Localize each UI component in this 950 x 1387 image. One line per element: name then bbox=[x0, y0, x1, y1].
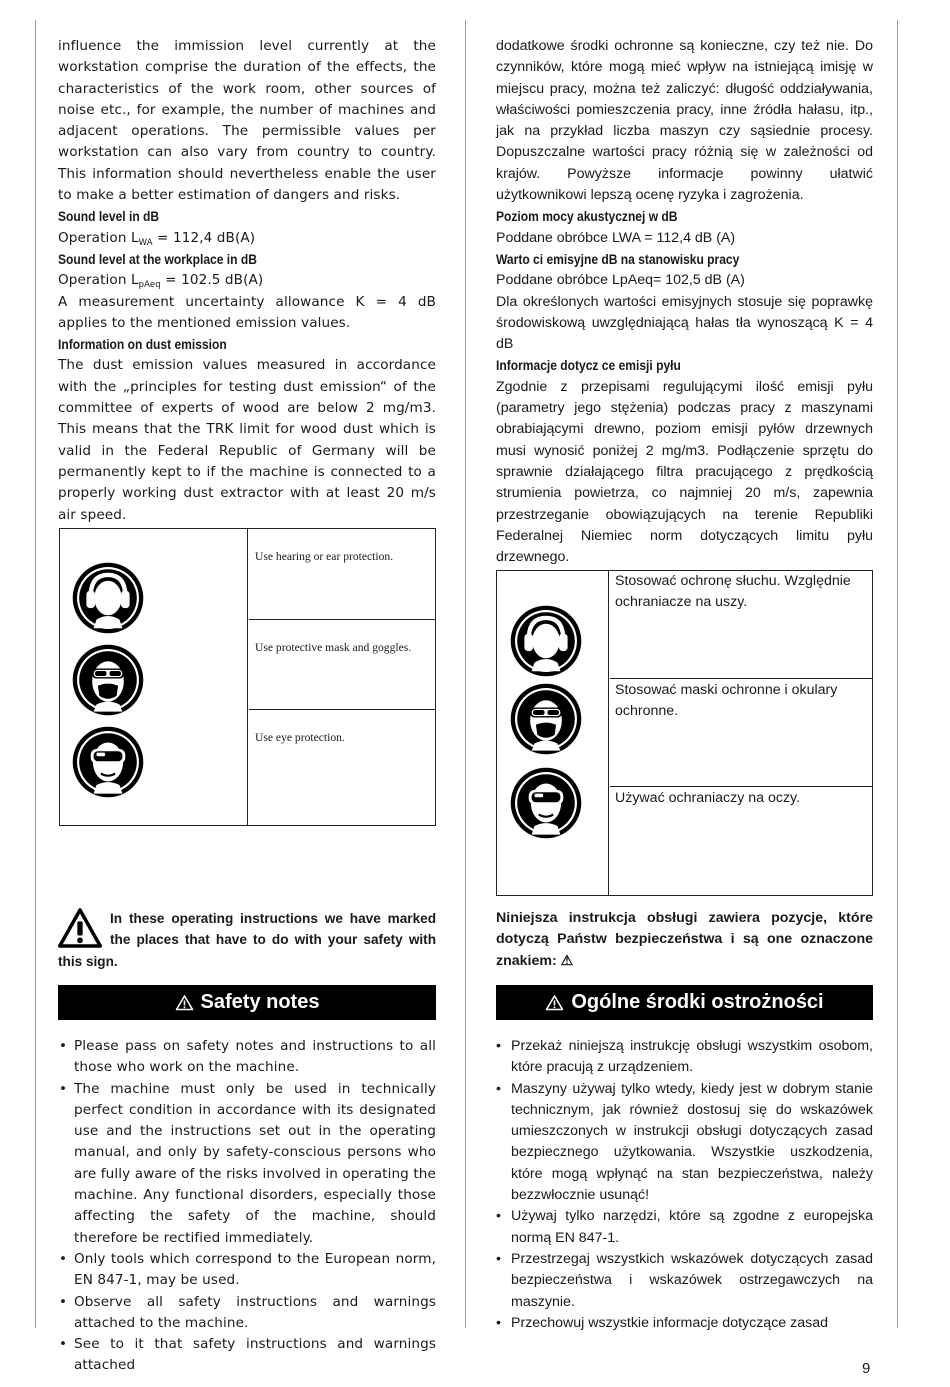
operation-lwa-label: Operation L bbox=[58, 229, 139, 246]
list-item: • The machine must only be used in technically perfect condition in accordance with its designated use and the instructions set out in the operating manual, and only by safety-conscious persons who are fully aware of the risks involved in operating the machine. Any functional disorders, especially those affecting the safety of the machine, should therefore be rectified immediately. bbox=[58, 1079, 436, 1249]
operation-lpa-value: = 102.5 dB(A) bbox=[160, 272, 264, 289]
dust-heading-pl: Informacje dotycz ce emisji pyłu bbox=[496, 358, 681, 374]
safety-notes-list-english bbox=[58, 1036, 436, 1377]
noise-intro-paragraph: influence the immission level currently at the workstation comprise the duration of the effects, the characteristics of the work room, other sources of noise etc., for example, the number of machines and adjacent operations. The permissible values per workstation can also vary from country to country. This information should nevertheless enable the user to make a better estimation of dangers and risks. bbox=[58, 38, 436, 204]
sound-power-value-pl: Poddane obróbce LWA = 112,4 dB (A) bbox=[496, 229, 736, 246]
operation-lpa-subscript: pAeq bbox=[138, 280, 161, 291]
list-item: • Observe all safety instructions and warnings attached to the machine. bbox=[58, 1292, 436, 1335]
uncertainty-paragraph: A measurement uncertainty allowance K = 4 dB applies to the mentioned emission values. bbox=[58, 293, 436, 331]
dust-paragraph: The dust emission values measured in accordance with the „principles for testing dust emission“ of the committee of experts of wood are below 2 mg/m3. This means that the TRK limit for wood dust which is valid in the Federal Republic of Germany will be permanently kept to if the machine is connected to a properly working dust extractor with at least 20 m/s air speed. bbox=[58, 357, 436, 523]
workplace-emission-value-pl: Poddane obróbce LpAeq= 102,5 dB (A) bbox=[496, 272, 745, 289]
ppe-mask-label: Use protective mask and goggles. bbox=[249, 620, 435, 710]
list-item: • Only tools which correspond to the European norm, EN 847-1, may be used. bbox=[58, 1249, 436, 1292]
operation-lpa-label: Operation L bbox=[58, 272, 139, 289]
ppe-eye-label-pl: Używać ochraniaczy na oczy. bbox=[615, 790, 801, 806]
center-column-rule bbox=[465, 20, 466, 1328]
list-item: • Przekaż niniejszą instrukcję obsługi wszystkim osobom, które pracują z urządzeniem. bbox=[496, 1036, 873, 1079]
safety-notes-list-polish bbox=[496, 1036, 873, 1334]
ear-protection-icon bbox=[72, 562, 144, 634]
noise-intro-paragraph-pl: dodatkowe środki ochronne są konieczne, czy też nie. Do czynników, które mogą mieć wpływ na istniejącą imisję w miejscu pracy, można też zaliczyć: długość oddziaływania, właściwości pomieszczenia pracy, inne źródła hałasu, itp., jak na przykład liczba maszyn czy sąsiednie procesy. Dopuszczalne wartości pracy różnią się w zależności od krajów. Powyższe informacje powinny ułatwić użytkownikowi lepszą ocenę ryzyka i zagrożenia. bbox=[496, 38, 873, 204]
ppe-icons-english bbox=[60, 529, 248, 825]
left-margin-rule bbox=[35, 20, 36, 1328]
eye-protection-icon bbox=[510, 767, 582, 839]
warning-triangle-icon bbox=[545, 994, 564, 1011]
ppe-eye-label: Use eye protection. bbox=[255, 731, 345, 744]
protective-mask-icon bbox=[72, 644, 144, 716]
warning-triangle-icon bbox=[175, 994, 194, 1011]
ppe-table-english bbox=[59, 528, 436, 826]
list-item: • Używaj tylko narzędzi, które są zgodne z europejska normą EN 847-1. bbox=[496, 1206, 873, 1249]
list-item: • Przechowuj wszystkie informacje dotyczące zasad bbox=[496, 1313, 873, 1334]
operation-lwa-line bbox=[58, 228, 436, 249]
sound-power-heading-pl: Poziom mocy akustycznej w dB bbox=[496, 209, 678, 225]
protective-mask-icon bbox=[510, 683, 582, 755]
safety-notes-title-bar bbox=[58, 985, 436, 1020]
safety-sign-note-polish: Niniejsza instrukcja obsługi zawiera pozycje, które dotyczą Państw bezpieczeństwa i są one oznaczone znakiem: ⚠ bbox=[496, 910, 873, 969]
safety-sign-note-text: In these operating instructions we have marked the places that have to do with your safety with this sign. bbox=[58, 911, 436, 969]
eye-protection-icon bbox=[72, 726, 144, 798]
ppe-mask-label-pl: Stosować maski ochronne i okulary ochronne. bbox=[610, 679, 872, 787]
ppe-ear-label-pl: Stosować ochronę słuchu. Względnie ochraniacze na uszy. bbox=[610, 571, 872, 679]
warning-triangle-icon bbox=[58, 908, 102, 948]
ppe-icons-polish bbox=[497, 571, 609, 895]
right-margin-rule bbox=[897, 20, 898, 1328]
page-number: 9 bbox=[862, 1360, 871, 1377]
operation-lwa-value: = 112,4 dB(A) bbox=[152, 229, 256, 246]
list-item: • See to it that safety instructions and warnings attached bbox=[58, 1334, 436, 1377]
ppe-table-polish bbox=[496, 570, 873, 896]
safety-notes-title: Safety notes bbox=[200, 991, 320, 1013]
sound-level-heading: Sound level in dB bbox=[58, 209, 160, 225]
polish-column bbox=[496, 36, 873, 568]
correction-paragraph-pl: Dla określonych wartości emisyjnych stosuje się poprawkę środowiskową uwzględniającą hałas tła wynoszącą K = 4 dB bbox=[496, 293, 873, 353]
dust-paragraph-pl: Zgodnie z przepisami regulującymi ilość emisji pyłu (parametry jego stężenia) podczas pracy z maszynami obrabiającymi drewno, poziom emisji pyłów drzewnych musi wynosić poniżej 2 mg/m3. Podłączenie sprzętu do sprawnie działającego filtra pracującego z prędkością strumienia powietrza, co najmniej 20 m/s, zapewnia przestrzeganie obowiązujących na terenie Republiki Federalnej Niemiec norm dotyczących limitu pyłu drzewnego. bbox=[496, 378, 873, 566]
safety-sign-note-english bbox=[58, 908, 436, 972]
workplace-emission-heading-pl: Warto ci emisyjne dB na stanowisku pracy bbox=[496, 251, 740, 267]
workplace-sound-heading: Sound level at the workplace in dB bbox=[58, 251, 257, 267]
dust-heading: Information on dust emission bbox=[58, 337, 227, 353]
general-precautions-title-bar bbox=[496, 985, 873, 1020]
general-precautions-title: Ogólne środki ostrożności bbox=[571, 991, 824, 1013]
list-item: • Maszyny używaj tylko wtedy, kiedy jest w dobrym stanie technicznym, jak również dostosuj się do wskazówek umieszczonych w instrukcji obsługi dotyczących zasad bezpiecznego użytkowania. Wszystkie uszkodzenia, które mogą wpłynąć na stan bezpieczeństwa, należy bezzwłocznie usunąć! bbox=[496, 1079, 873, 1207]
list-item: • Please pass on safety notes and instructions to all those who work on the machine. bbox=[58, 1036, 436, 1079]
operation-lpa-line bbox=[58, 270, 436, 291]
ear-protection-icon bbox=[510, 605, 582, 677]
english-column bbox=[58, 36, 436, 526]
operation-lwa-subscript: WA bbox=[138, 237, 153, 248]
ppe-ear-label: Use hearing or ear protection. bbox=[249, 529, 435, 620]
list-item: • Przestrzegaj wszystkich wskazówek dotyczących zasad bezpieczeństwa i wskazówek ostrzegawczych na maszynie. bbox=[496, 1249, 873, 1313]
